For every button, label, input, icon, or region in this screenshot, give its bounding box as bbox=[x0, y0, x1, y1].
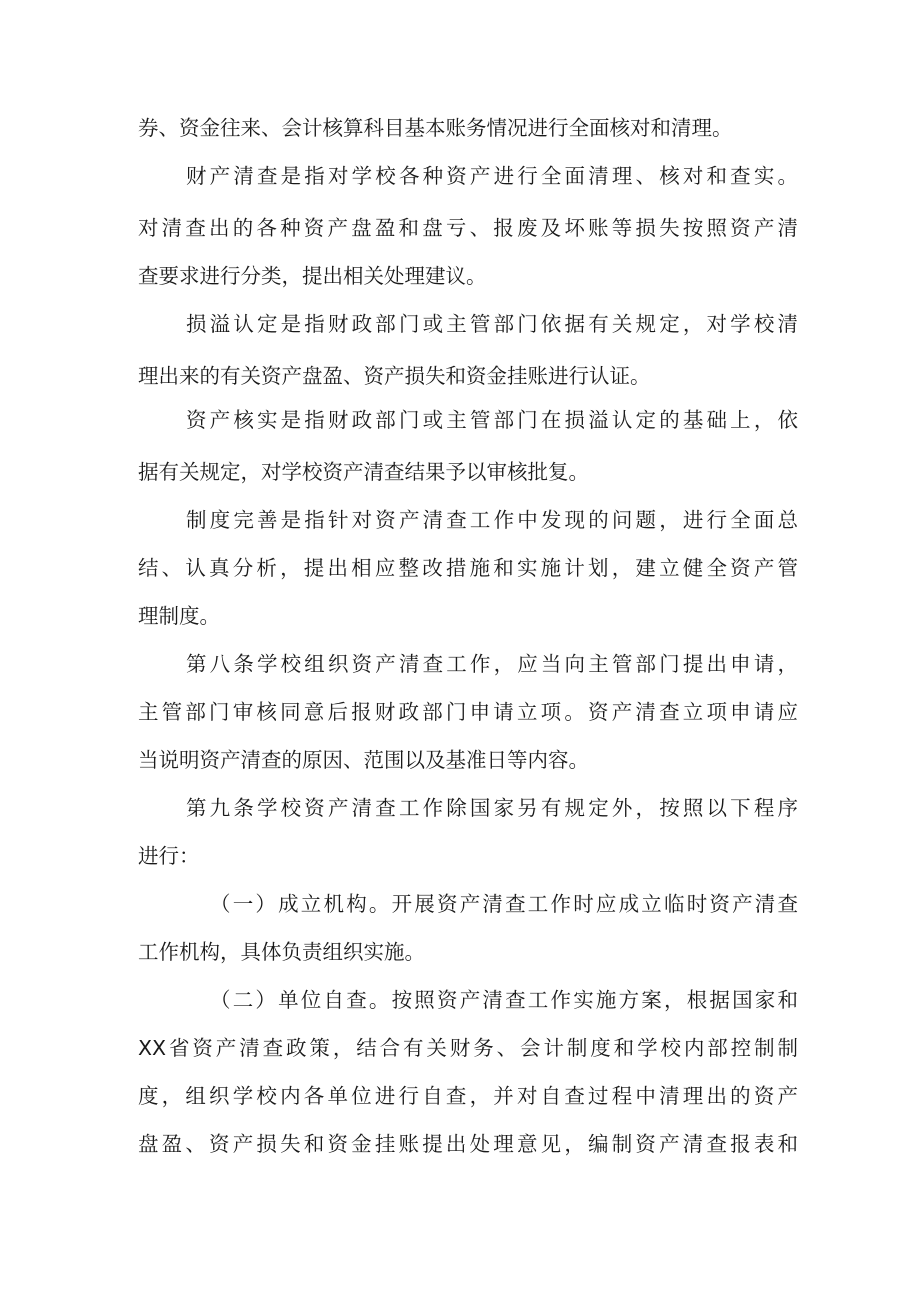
text-line-15: 第九条学校资产清查工作除国家另有规定外，按照以下程序 bbox=[186, 796, 798, 820]
text-line-16: 进行： bbox=[138, 844, 200, 868]
text-line-7: 资产核实是指财政部门或主管部门在损溢认定的基础上，依 bbox=[186, 408, 798, 432]
text-line-8: 据有关规定，对学校资产清查结果予以审核批复。 bbox=[138, 460, 589, 484]
text-line-22: 盘盈、资产损失和资金挂账提出处理意见，编制资产清查报表和 bbox=[138, 1132, 798, 1156]
text-line-12: 第八条学校组织资产清查工作，应当向主管部门提出申请， bbox=[186, 652, 798, 676]
text-line-3: 对清查出的各种资产盘盈和盘亏、报废及坏账等损失按照资产清 bbox=[138, 216, 798, 240]
text-line-18: 工作机构，具体负责组织实施。 bbox=[138, 940, 425, 964]
text-line-2: 财产清查是指对学校各种资产进行全面清理、核对和查实。 bbox=[186, 164, 798, 188]
text-line-17: （一）成立机构。开展资产清查工作时应成立临时资产清查 bbox=[210, 892, 798, 916]
text-line-11: 理制度。 bbox=[138, 604, 220, 628]
text-line-1: 券、资金往来、会计核算科目基本账务情况进行全面核对和清理。 bbox=[138, 116, 733, 140]
text-line-21: 度，组织学校内各单位进行自查，并对自查过程中清理出的资产 bbox=[138, 1084, 798, 1108]
text-line-14: 当说明资产清查的原因、范围以及基准日等内容。 bbox=[138, 748, 589, 772]
text-line-20: XX省资产清查政策，结合有关财务、会计制度和学校内部控制制 bbox=[138, 1036, 798, 1060]
text-line-4: 查要求进行分类，提出相关处理建议。 bbox=[138, 264, 487, 288]
text-line-9: 制度完善是指针对资产清查工作中发现的问题，进行全面总 bbox=[186, 508, 798, 532]
text-line-19: （二）单位自查。按照资产清查工作实施方案，根据国家和 bbox=[210, 988, 798, 1012]
text-line-6: 理出来的有关资产盘盈、资产损失和资金挂账进行认证。 bbox=[138, 364, 651, 388]
text-line-10: 结、认真分析，提出相应整改措施和实施计划，建立健全资产管 bbox=[138, 556, 798, 580]
text-line-5: 损溢认定是指财政部门或主管部门依据有关规定，对学校清 bbox=[186, 312, 798, 336]
text-line-13: 主管部门审核同意后报财政部门申请立项。资产清查立项申请应 bbox=[138, 700, 798, 724]
